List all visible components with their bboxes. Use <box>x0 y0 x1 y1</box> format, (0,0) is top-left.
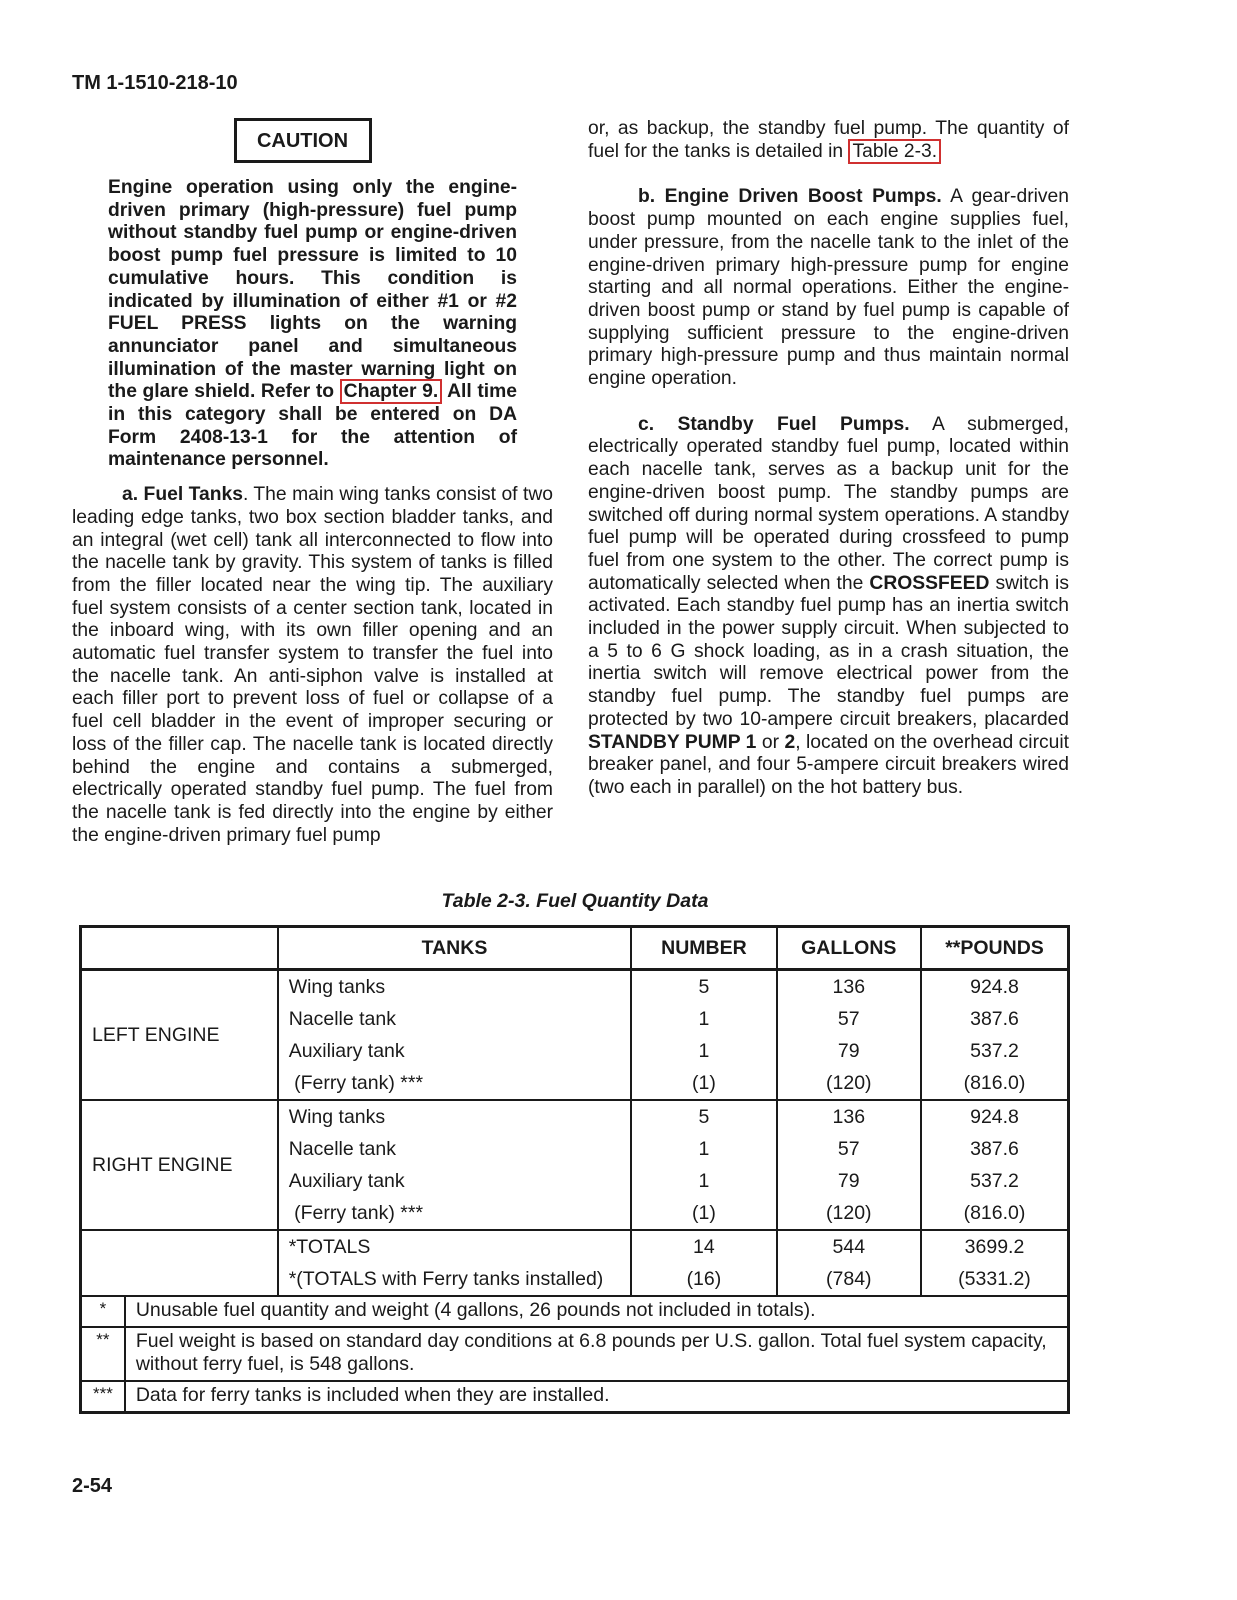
tank-gallons: 79 <box>777 1165 921 1197</box>
fuel-tanks-paragraph-continued <box>588 118 1069 163</box>
table-2-3-link[interactable]: Table 2-3. <box>848 139 941 164</box>
chapter-9-link[interactable]: Chapter 9. <box>340 379 443 404</box>
tank-pounds: (816.0) <box>921 1197 1069 1230</box>
group-label-left-engine: LEFT ENGINE <box>81 970 278 1101</box>
header-number: NUMBER <box>631 927 776 970</box>
tank-pounds: (5331.2) <box>958 1267 1031 1290</box>
tank-number: 5 <box>631 1100 776 1133</box>
caution-text-after: All time in this category shall be entered on DA Form 2408-13-1 for the attention of maintenance personnel. <box>108 381 518 471</box>
caution-text <box>108 177 517 472</box>
note-mark: ** <box>81 1327 125 1381</box>
note-mark: * <box>81 1296 125 1327</box>
tank-name: Nacelle tank <box>278 1133 632 1165</box>
table-header-row <box>81 927 1069 970</box>
tank-gallons: (784) <box>777 1263 921 1296</box>
fuel-tanks-continued-text: or, as backup, the standby fuel pump. The quantity of fuel for the tanks is detailed in <box>588 118 1069 162</box>
tank-name: Wing tanks <box>278 1100 632 1133</box>
tank-gallons: 57 <box>777 1003 921 1035</box>
tank-name: Auxiliary tank <box>278 1035 632 1067</box>
table-note-row <box>81 1296 1069 1327</box>
caution-label: CAUTION <box>234 118 372 163</box>
group-label-right-engine: RIGHT ENGINE <box>81 1100 278 1230</box>
tank-pounds: 924.8 <box>970 975 1019 998</box>
boost-pumps-paragraph <box>588 186 1069 390</box>
table-note-row <box>81 1381 1069 1413</box>
tank-gallons: 57 <box>777 1133 921 1165</box>
tank-name: Wing tanks <box>278 970 632 1004</box>
tank-pounds: 3699.2 <box>964 1235 1025 1258</box>
table-note-row <box>81 1327 1069 1381</box>
tank-gallons: (120) <box>777 1197 921 1230</box>
boost-pumps-heading: b. Engine Driven Boost Pumps. <box>638 186 942 208</box>
tank-number: 5 <box>631 970 776 1004</box>
page-number: 2-54 <box>72 1475 113 1497</box>
standby-pumps-heading: c. Standby Fuel Pumps. <box>638 413 910 435</box>
fuel-tanks-text: . The main wing tanks consist of two leading edge tanks, two box section bladder tanks, and an integral (wet cell) tank all interconnected to flow into the nacelle tank by gravity. This system of tanks is filled from the filler located near the wing tip. The auxiliary fuel system consists of a center section tank, located in the inboard wing, with its own filler opening and an automatic fuel transfer system to transfer the fuel into the nacelle tank. An anti-siphon valve is installed at each filler port to prevent loss of fuel or collapse of a fuel cell bladder in the event of improper securing or loss of the filler cap. The nacelle tank is located directly behind the engine and contains a submerged, electrically operated standby fuel pump. The fuel from the nacelle tank is fed directly into the engine by either the engine-driven primary fuel pump <box>72 484 553 846</box>
note-text: Unusable fuel quantity and weight (4 gallons, 26 pounds not included in totals). <box>125 1296 1069 1327</box>
caution-text-before: Engine operation using only the engine-driven primary (high-pressure) fuel pump without standby fuel pump or engine-driven boost pump fuel pressure is limited to 10 cumulative hours. This condition is indicated by illumination of either #1 or #2 FUEL PRESS lights on the warning annunciator panel and simultaneous illumination of the master warning light on the glare shield. Refer to <box>108 177 517 403</box>
group-label-totals <box>81 1230 278 1296</box>
tank-name: (Ferry tank) *** <box>278 1067 632 1100</box>
tank-gallons: (120) <box>777 1067 921 1100</box>
tank-number: 1 <box>631 1133 776 1165</box>
tank-gallons: 544 <box>777 1230 921 1263</box>
tank-name: Auxiliary tank <box>278 1165 632 1197</box>
header-tanks: TANKS <box>278 927 632 970</box>
standby-pumps-text-2: switch is activated. Each standby fuel pump has an inertia switch included in the power supply circuit. When subjected to a 5 to 6 G shock loading, as in a crash situation, the inertia switch will remove electrical power from the standby fuel pump. The standby fuel pumps are protected by two 10-ampere circuit breakers, placarded <box>588 572 1069 730</box>
tank-number: 1 <box>631 1165 776 1197</box>
standby-pump-placard: STANDBY PUMP 1 <box>588 731 757 753</box>
tank-name: *TOTALS <box>278 1230 632 1263</box>
tank-pounds: 924.8 <box>970 1105 1019 1128</box>
right-column <box>588 118 1069 800</box>
tank-number: (1) <box>631 1197 776 1230</box>
tank-number: 14 <box>631 1230 776 1263</box>
note-mark: *** <box>81 1381 125 1413</box>
document-number: TM 1-1510-218-10 <box>72 72 238 94</box>
note-text: Data for ferry tanks is included when they are installed. <box>125 1381 1069 1413</box>
tank-pounds: 387.6 <box>970 1137 1019 1160</box>
table-row <box>81 1100 1069 1133</box>
crossfeed-switch-name: CROSSFEED <box>869 572 990 594</box>
boost-pumps-text: A gear-driven boost pump mounted on each engine supplies fuel, under pressure, from the nacelle tank to the inlet of the engine-driven primary high-pressure pump for engine starting and all normal operations. Either the engine-driven boost pump or stand by fuel pump is capable of supplying sufficient pressure to the engine-driven primary high-pressure pump and thus maintain normal engine operation. <box>588 186 1069 390</box>
standby-pumps-text-1: A submerged, electrically operated standby fuel pump, located within each nacelle tank, serves as a backup unit for the engine-driven boost pump. The standby pumps are switched off during normal system operations. A standby fuel pump will be operated during crossfeed to pump fuel from one system to the other. The correct pump is automatically selected when the <box>588 413 1069 594</box>
tank-gallons: 79 <box>777 1035 921 1067</box>
tank-pounds: 537.2 <box>970 1169 1019 1192</box>
tank-number: 1 <box>631 1003 776 1035</box>
tank-name: Nacelle tank <box>278 1003 632 1035</box>
left-column <box>72 118 553 847</box>
note-text: Fuel weight is based on standard day conditions at 6.8 pounds per U.S. gallon. Total fuel system capacity, without ferry fuel, is 548 gallons. <box>125 1327 1069 1381</box>
tank-gallons: 136 <box>777 1100 921 1133</box>
tank-number: (16) <box>631 1263 776 1296</box>
standby-pumps-paragraph <box>588 414 1069 800</box>
tank-gallons: 136 <box>777 970 921 1004</box>
table-row-totals <box>81 1230 1069 1263</box>
tank-number: 1 <box>631 1035 776 1067</box>
tank-pounds: 387.6 <box>970 1007 1019 1030</box>
tank-number: (1) <box>631 1067 776 1100</box>
table-row <box>81 970 1069 1004</box>
fuel-tanks-heading: a. Fuel Tanks <box>122 484 243 506</box>
tank-pounds: 537.2 <box>970 1039 1019 1062</box>
fuel-tanks-paragraph <box>72 484 553 847</box>
standby-pumps-text-4: , located on the overhead circuit breaker panel, and four 5-ampere circuit breakers wired (two each in parallel) on the hot battery bus. <box>588 731 1069 798</box>
table-title: Table 2-3. Fuel Quantity Data <box>441 890 709 912</box>
tank-pounds: (816.0) <box>921 1067 1069 1100</box>
fuel-quantity-table <box>79 925 1070 1414</box>
header-pounds: **POUNDS <box>921 927 1069 970</box>
header-gallons: GALLONS <box>777 927 921 970</box>
header-group <box>81 927 278 970</box>
tank-name: *(TOTALS with Ferry tanks installed) <box>278 1263 632 1296</box>
standby-pump-placard-2: 2 <box>784 731 796 753</box>
standby-pumps-text-3: or <box>756 731 785 753</box>
tank-name: (Ferry tank) *** <box>278 1197 632 1230</box>
